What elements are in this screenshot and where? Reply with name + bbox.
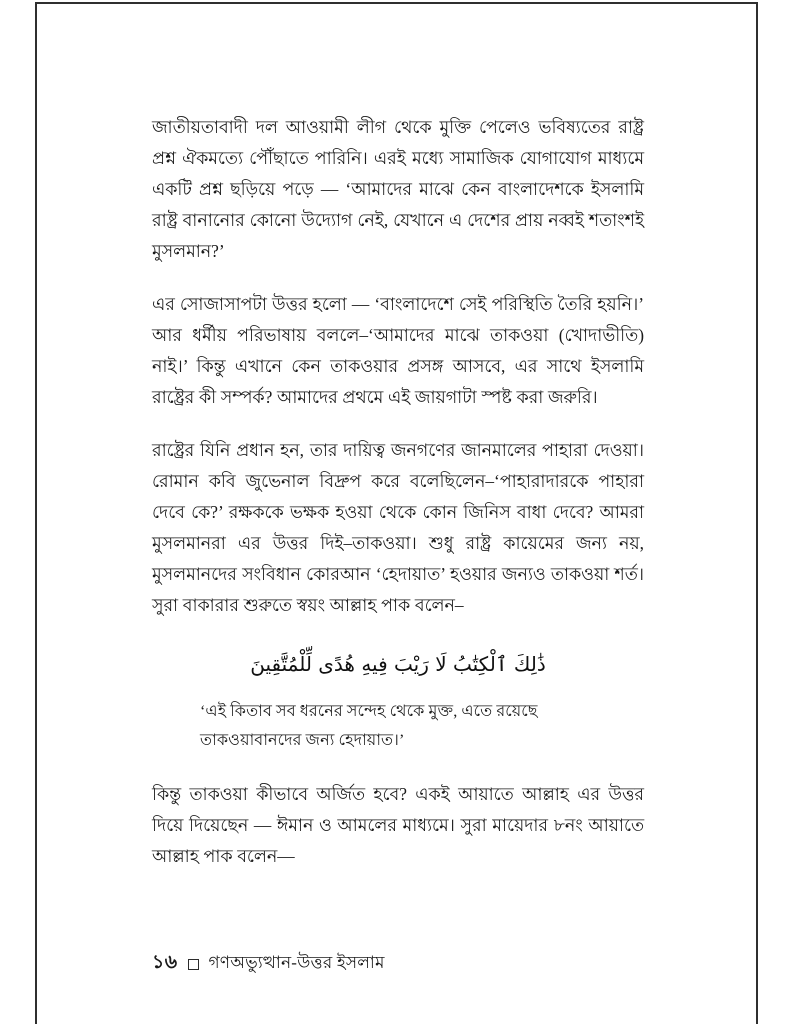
page-footer <box>152 948 385 980</box>
body-paragraph-2: এর সোজাসাপটা উত্তর হলো — ‘বাংলাদেশে সেই পরিস্থিতি তৈরি হয়নি।’ আর ধর্মীয় পরিভাষায় বললে–‘আমাদের মাঝে তাকওয়া (খোদাভীতি) নাই।’ কিন্তু এখানে কেন তাকওয়ার প্রসঙ্গ আসবে, এর সাথে ইসলামি রাষ্ট্রের কী সম্পর্ক? আমাদের প্রথমে এই জায়গাটা স্পষ্ট করা জরুরি। <box>152 294 644 407</box>
body-paragraph-4: কিন্তু তাকওয়া কীভাবে অর্জিত হবে? একই আয়াতে আল্লাহ এর উত্তর দিয়ে দিয়েছেন — ঈমান ও আমলের মাধ্যমে। সুরা মায়েদার ৮নং আয়াতে আল্লাহ পাক বলেন— <box>152 784 644 866</box>
body-paragraph-3: রাষ্ট্রের যিনি প্রধান হন, তার দায়িত্ব জনগণের জানমালের পাহারা দেওয়া। রোমান কবি জুভেনাল বিদ্রুপ করে বলেছিলেন–‘পাহারাদারকে পাহারা দেবে কে?’ রক্ষককে ভক্ষক হওয়া থেকে কোন জিনিস বাধা দেবে? আমরা মুসলমানরা এর উত্তর দিই–তাকওয়া। শুধু রাষ্ট্র কায়েমের জন্য নয়, মুসলমানদের সংবিধান কোরআন ‘হেদায়াত’ হওয়ার জন্যও তাকওয়া শর্ত। সুরা বাকারার শুরুতে স্বয়ং আল্লাহ পাক বলেন– <box>152 440 644 615</box>
quran-ayah-translation: ‘এই কিতাব সব ধরনের সন্দেহ থেকে মুক্ত, এতে রয়েছে তাকওয়াবানদের জন্য হেদায়াত।’ <box>200 702 538 749</box>
footer-book-title: গণঅভ্যুত্থান-উত্তর ইসলাম <box>208 953 385 972</box>
hollow-square-icon <box>188 959 199 970</box>
page-text-column <box>152 112 644 872</box>
footer-page-number: ১৬ <box>152 952 178 973</box>
body-paragraph-1: জাতীয়তাবাদী দল আওয়ামী লীগ থেকে মুক্তি পেলেও ভবিষ্যতের রাষ্ট্র প্রশ্ন ঐকমত্যে পৌঁছাতে পারিনি। এরই মধ্যে সামাজিক যোগাযোগ মাধ্যমে একটি প্রশ্ন ছড়িয়ে পড়ে — ‘আমাদের মাঝে কেন বাংলাদেশকে ইসলামি রাষ্ট্র বানানোর কোনো উদ্যোগ নেই, যেখানে এ দেশের প্রায় নব্বই শতাংশই মুসলমান?’ <box>152 117 644 261</box>
quran-ayah-arabic: ذَٰلِكَ ٱلْكِتَٰبُ لَا رَيْبَ فِيهِ هُدًى لِّلْمُتَّقِينَ <box>250 652 546 676</box>
